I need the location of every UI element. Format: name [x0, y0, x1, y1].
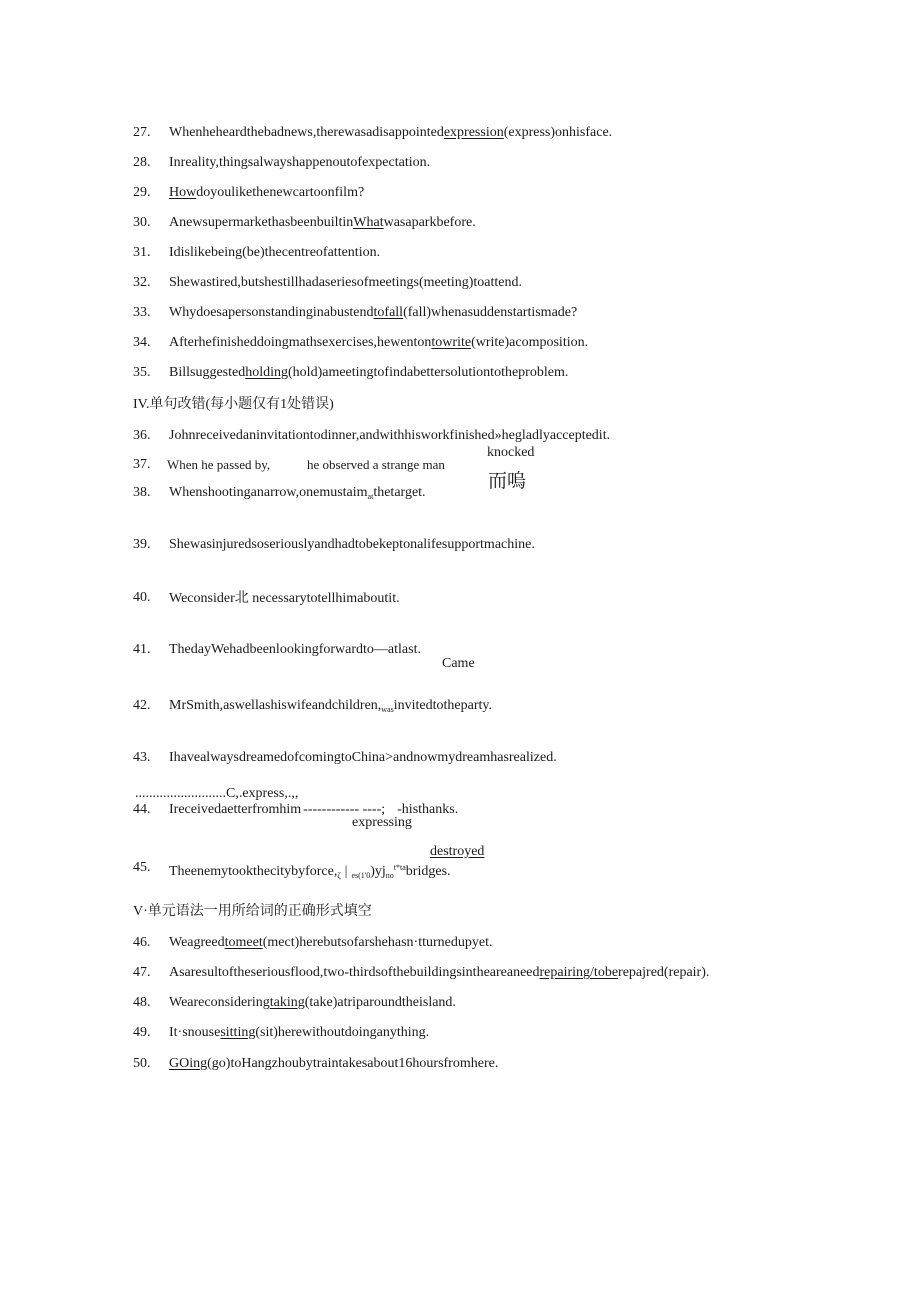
item-text: AnewsupermarkethasbeenbuiltinWhatwasaparkbefore.	[169, 215, 476, 230]
answer: towrite	[431, 335, 472, 350]
answer: tofall	[373, 305, 404, 320]
item-text: Howdoyoulikethenewcartoonfilm?	[169, 185, 365, 200]
item-number: 34.	[133, 335, 151, 350]
dash-line: ------------ ----;	[303, 802, 386, 817]
item-text: $Theenemytookthecitybyforce,_\zeta$ | $_{es(1'0})yj_{no}^{t*ta}bridges$.	[169, 863, 451, 880]
item-number: 39.	[133, 537, 151, 552]
answer: holding	[245, 365, 289, 380]
item-number: 33.	[133, 305, 151, 320]
item-number: 46.	[133, 935, 151, 950]
item-number: 36.	[133, 428, 151, 443]
answer: GOing	[169, 1056, 208, 1071]
item-text-b: he observed a strange man	[307, 457, 445, 472]
item-number: 44.	[133, 802, 151, 817]
item-text: Inreality,thingsalwayshappenoutofexpectation.	[169, 155, 431, 170]
item-number: 45.	[133, 860, 151, 875]
item-number: 35.	[133, 365, 151, 380]
item-text: Ireceivedaetterfromhim ------------ ----; -histhanks.	[169, 802, 459, 817]
item-text: Weareconsideringtaking(take)atriparoundtheisland.	[169, 995, 456, 1010]
item-number: 49.	[133, 1025, 151, 1040]
item-text: Whenheheardthebadnews,therewasadisappointedexpression(express)onhisface.	[169, 125, 613, 140]
item-number: 30.	[133, 215, 151, 230]
section-heading-v: V·单元语法一用所给词的正确形式填空	[133, 904, 372, 919]
correction-note-45: destroyed	[430, 844, 485, 859]
item-number: 27.	[133, 125, 151, 140]
item-text: Johnreceivedaninvitationtodinner,andwithhisworkfinished»hegladlyacceptedit.	[169, 428, 611, 443]
answer: repairing/tobe	[539, 965, 619, 980]
correction-note-44-above: ..........................C,.express,.,,	[135, 786, 299, 801]
correction-note-37: knocked	[487, 445, 535, 460]
correction-note-44: expressing	[352, 815, 412, 830]
item-number: 31.	[133, 245, 151, 260]
item-text: Weconsider北 necessarytotellhimaboutit.	[169, 590, 400, 606]
item-text: Shewasinjuredsoseriouslyandhadtobekeptonalifesupportmachine.	[169, 537, 535, 552]
item-text: Weagreedtomeet(mect)herebutsofarshehasn·tturnedupyet.	[169, 935, 493, 950]
item-number: 28.	[133, 155, 151, 170]
ocr-glyph: 北	[234, 590, 249, 606]
item-text: Whydoesapersonstandinginabustendtofall(fall)whenasuddenstartismade?	[169, 305, 578, 320]
item-text: ThedayWehadbeenlookingforwardto—atlast.	[169, 642, 421, 657]
item-text: Asaresultoftheseriousflood,two-thirdsofthebuildingsintheareaneedrepairing/toberepajred(repair).	[169, 965, 710, 980]
handwritten-mark-37: 而嗚	[488, 470, 527, 492]
correction-note-41: Came	[442, 656, 475, 671]
item-number: 32.	[133, 275, 151, 290]
item-text: It·snousesitting(sit)herewithoutdoinganything.	[169, 1025, 430, 1040]
item-number: 40.	[133, 590, 151, 605]
answer: sitting	[220, 1025, 256, 1040]
item-text-a: When he passed by,	[167, 457, 271, 472]
correction-inline: was	[381, 705, 394, 714]
item-number: 43.	[133, 750, 151, 765]
item-text: Billsuggestedholding(hold)ameetingtofindabettersolutiontotheproblem.	[169, 365, 569, 380]
answer: tomeet	[224, 935, 263, 950]
item-text: Shewastired,butshestillhadaseriesofmeetings(meeting)toattend.	[169, 275, 523, 290]
item-text: $MrSmith,aswellashiswifeandchildren,_{was}invitedtotheparty$.	[169, 698, 492, 714]
item-number: 37.	[133, 457, 151, 472]
answer: What	[353, 215, 384, 230]
item-number: 29.	[133, 185, 151, 200]
section-heading-iv: IV.单句改错(每小题仅有1处错误)	[133, 397, 334, 412]
item-number: 41.	[133, 642, 151, 657]
answer: expression	[443, 125, 504, 140]
item-number: 38.	[133, 485, 151, 500]
answer: How	[169, 185, 197, 200]
item-text: Idislikebeing(be)thecentreofattention.	[169, 245, 381, 260]
item-text: IhavealwaysdreamedofcomingtoChina>andnowmydreamhasrealized.	[169, 750, 557, 765]
item-text: GOing(go)toHangzhoubytraintakesabout16hoursfromhere.	[169, 1056, 499, 1071]
item-number: 47.	[133, 965, 151, 980]
item-text: Afterhefinisheddoingmathsexercises,hewentontowrite(write)acomposition.	[169, 335, 589, 350]
answer: taking	[269, 995, 305, 1010]
item-number: 48.	[133, 995, 151, 1010]
item-text: Whenshootinganarrow,onemustaim$_{at}$thetarget.	[169, 485, 426, 501]
item-number: 50.	[133, 1056, 151, 1071]
item-number: 42.	[133, 698, 151, 713]
correction-inline: at	[367, 492, 374, 501]
